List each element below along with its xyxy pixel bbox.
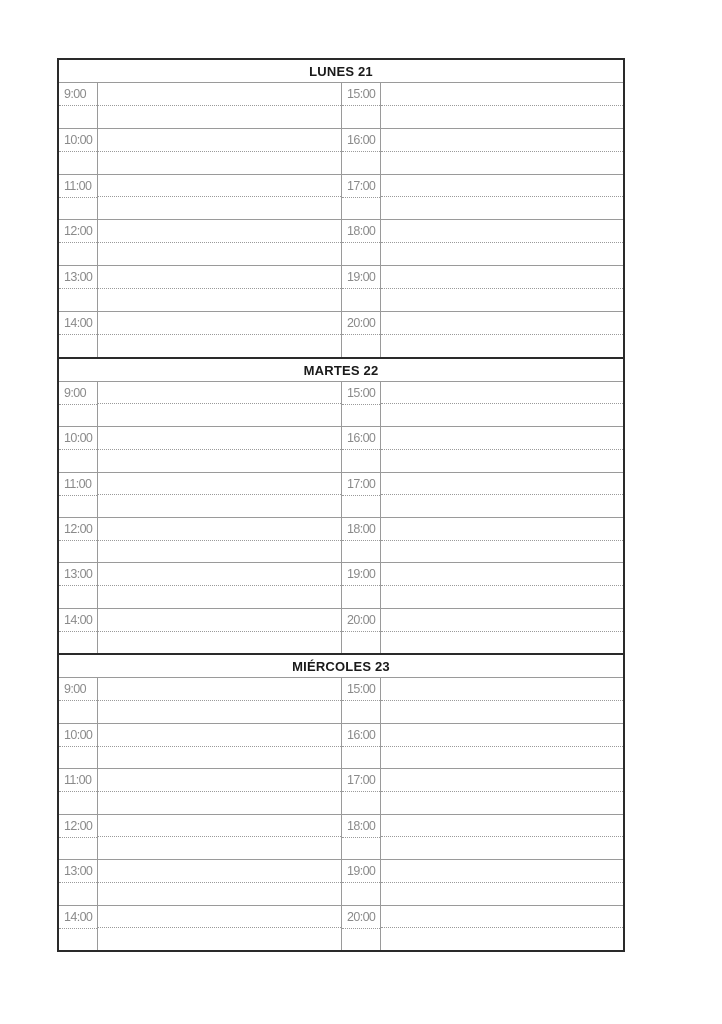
time-label: 11:00 bbox=[64, 773, 92, 788]
time-slot bbox=[342, 562, 623, 607]
time-label: 16:00 bbox=[347, 132, 376, 147]
note-area[interactable] bbox=[98, 473, 341, 517]
time-label: 10:00 bbox=[64, 431, 93, 446]
time-slot bbox=[59, 426, 341, 471]
note-area[interactable] bbox=[381, 906, 623, 950]
note-area[interactable] bbox=[98, 129, 341, 174]
time-slot bbox=[342, 608, 623, 653]
morning-column bbox=[59, 678, 341, 950]
note-area[interactable] bbox=[98, 220, 341, 265]
note-area[interactable] bbox=[98, 860, 341, 904]
time-label: 10:00 bbox=[64, 727, 93, 742]
time-label: 12:00 bbox=[64, 818, 93, 833]
time-label: 9:00 bbox=[64, 87, 86, 101]
note-area[interactable] bbox=[381, 518, 623, 562]
note-area[interactable] bbox=[381, 220, 623, 265]
time-slot bbox=[342, 678, 623, 722]
time-slot bbox=[59, 311, 341, 357]
time-slot bbox=[59, 768, 341, 813]
day-title: LUNES 21 bbox=[59, 60, 623, 83]
time-slot bbox=[59, 83, 341, 128]
time-label: 12:00 bbox=[64, 522, 93, 537]
time-slot bbox=[342, 768, 623, 813]
time-label: 14:00 bbox=[64, 612, 93, 627]
note-area[interactable] bbox=[381, 769, 623, 813]
time-label: 18:00 bbox=[347, 818, 376, 833]
day-section bbox=[59, 653, 623, 950]
time-label: 15:00 bbox=[347, 87, 376, 101]
note-area[interactable] bbox=[381, 266, 623, 311]
time-label: 15:00 bbox=[347, 385, 376, 400]
afternoon-column bbox=[341, 678, 623, 950]
note-area[interactable] bbox=[98, 678, 341, 722]
note-area[interactable] bbox=[98, 83, 341, 128]
time-slot bbox=[59, 128, 341, 174]
afternoon-column bbox=[341, 382, 623, 654]
time-label: 18:00 bbox=[347, 224, 376, 239]
time-slot bbox=[342, 265, 623, 311]
time-label: 20:00 bbox=[347, 909, 376, 924]
time-slot bbox=[342, 311, 623, 357]
day-title: MIÉRCOLES 23 bbox=[59, 655, 623, 678]
time-label: 20:00 bbox=[347, 612, 376, 627]
time-label: 9:00 bbox=[64, 385, 86, 400]
morning-column bbox=[59, 83, 341, 357]
note-area[interactable] bbox=[381, 473, 623, 517]
time-slot bbox=[59, 859, 341, 904]
day-title: MARTES 22 bbox=[59, 359, 623, 382]
day-section bbox=[59, 357, 623, 654]
morning-column bbox=[59, 382, 341, 654]
time-label: 19:00 bbox=[347, 567, 376, 582]
note-area[interactable] bbox=[98, 769, 341, 813]
time-label: 11:00 bbox=[64, 178, 92, 193]
time-label: 16:00 bbox=[347, 727, 376, 742]
note-area[interactable] bbox=[98, 609, 341, 653]
time-label: 17:00 bbox=[347, 476, 376, 491]
time-slot bbox=[59, 174, 341, 220]
time-slot bbox=[59, 265, 341, 311]
time-label: 11:00 bbox=[64, 476, 92, 491]
day-section bbox=[59, 60, 623, 357]
time-label: 13:00 bbox=[64, 270, 93, 285]
time-slot bbox=[342, 517, 623, 562]
note-area[interactable] bbox=[381, 860, 623, 904]
time-slot bbox=[59, 517, 341, 562]
time-label: 16:00 bbox=[347, 431, 376, 446]
note-area[interactable] bbox=[381, 83, 623, 128]
time-label: 19:00 bbox=[347, 270, 376, 285]
time-slot bbox=[59, 382, 341, 426]
note-area[interactable] bbox=[98, 518, 341, 562]
time-label: 12:00 bbox=[64, 224, 93, 239]
time-label: 19:00 bbox=[347, 864, 376, 879]
note-area[interactable] bbox=[381, 129, 623, 174]
time-slot bbox=[342, 905, 623, 950]
time-slot bbox=[59, 472, 341, 517]
time-slot bbox=[59, 219, 341, 265]
note-area[interactable] bbox=[98, 382, 341, 426]
time-label: 9:00 bbox=[64, 682, 86, 697]
time-label: 14:00 bbox=[64, 315, 93, 330]
time-slot bbox=[59, 608, 341, 653]
note-area[interactable] bbox=[381, 312, 623, 357]
time-slot bbox=[342, 219, 623, 265]
note-area[interactable] bbox=[98, 563, 341, 607]
note-area[interactable] bbox=[381, 427, 623, 471]
time-slot bbox=[342, 128, 623, 174]
note-area[interactable] bbox=[381, 563, 623, 607]
note-area[interactable] bbox=[98, 815, 341, 859]
time-label: 18:00 bbox=[347, 522, 376, 537]
time-slot bbox=[342, 174, 623, 220]
time-slot bbox=[59, 814, 341, 859]
time-label: 17:00 bbox=[347, 178, 376, 193]
time-label: 13:00 bbox=[64, 864, 93, 879]
note-area[interactable] bbox=[381, 815, 623, 859]
note-area[interactable] bbox=[381, 382, 623, 426]
time-slot bbox=[59, 562, 341, 607]
time-slot bbox=[342, 859, 623, 904]
afternoon-column bbox=[341, 83, 623, 357]
time-slot bbox=[342, 814, 623, 859]
time-slot bbox=[342, 472, 623, 517]
time-slot bbox=[59, 905, 341, 950]
note-area[interactable] bbox=[381, 175, 623, 220]
time-label: 10:00 bbox=[64, 132, 93, 147]
note-area[interactable] bbox=[98, 266, 341, 311]
time-slot bbox=[59, 678, 341, 722]
note-area[interactable] bbox=[98, 724, 341, 768]
time-label: 20:00 bbox=[347, 315, 376, 330]
daily-planner bbox=[57, 58, 625, 952]
time-slot bbox=[59, 723, 341, 768]
time-slot bbox=[342, 426, 623, 471]
time-label: 14:00 bbox=[64, 909, 93, 924]
time-label: 17:00 bbox=[347, 773, 376, 788]
note-area[interactable] bbox=[381, 724, 623, 768]
note-area[interactable] bbox=[381, 609, 623, 653]
note-area[interactable] bbox=[381, 678, 623, 722]
note-area[interactable] bbox=[98, 427, 341, 471]
time-slot bbox=[342, 723, 623, 768]
time-label: 13:00 bbox=[64, 567, 93, 582]
note-area[interactable] bbox=[98, 175, 341, 220]
note-area[interactable] bbox=[98, 906, 341, 950]
time-slot bbox=[342, 83, 623, 128]
note-area[interactable] bbox=[98, 312, 341, 357]
time-label: 15:00 bbox=[347, 682, 376, 697]
time-slot bbox=[342, 382, 623, 426]
